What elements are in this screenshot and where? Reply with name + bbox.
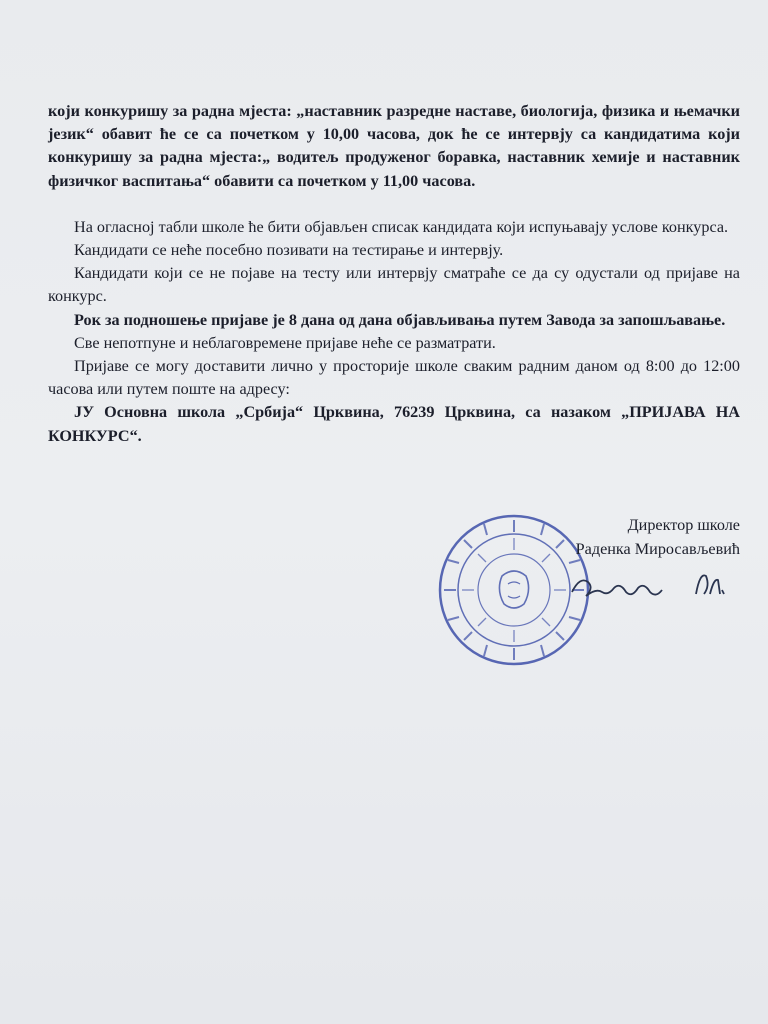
paragraph-incomplete-applications: Све непотпуне и неблаговремене пријаве неће се разматрати.: [74, 333, 496, 352]
paragraph-no-invitation: Кандидати се неће посебно позивати на тестирање и интервју.: [74, 241, 504, 260]
handwritten-signature: [568, 568, 678, 608]
signature-block: [540, 514, 740, 561]
paragraph-candidate-list: На огласној табли школе ће бити објављен списак кандидата који испуњавају услове конкурса.: [74, 217, 729, 236]
document-body: [48, 100, 740, 448]
paragraph-submission-method: Пријаве се могу доставити лично у просторије школе сваким радним даном од 8:00 до 12:00 часова или путем поште на адресу:: [48, 357, 740, 399]
handwritten-initials: [690, 564, 730, 604]
paragraph-address: ЈУ Основна школа „Србија“ Црквина, 76239 Црквина, са назаком „ПРИЈАВА НА КОНКУРС“.: [48, 403, 740, 445]
paragraph-deadline: Рок за подношење пријаве је 8 дана од дана објављивања путем Завода за запошљавање.: [74, 310, 726, 329]
signatory-title: Директор школе: [627, 516, 740, 534]
paragraph-interview-schedule: који конкуришу за радна мјеста: „наставник разредне наставе, биологија, физика и њемачки језик“ обавит ће се са почетком у 10,00 часова, док ће се интервју са кандидатима који конкуришу за радна мјеста:„ водитељ продуженог боравка, наставник хемије и наставник физичког васпитања“ обавити са почетком у 11,00 часова.: [48, 102, 740, 190]
paragraph-absence-withdrawal: Кандидати који се не појаве на тесту или интервју сматраће се да су одустали од пријаве на конкурс.: [48, 264, 740, 306]
signatory-name: Раденка Миросављевић: [575, 539, 740, 558]
